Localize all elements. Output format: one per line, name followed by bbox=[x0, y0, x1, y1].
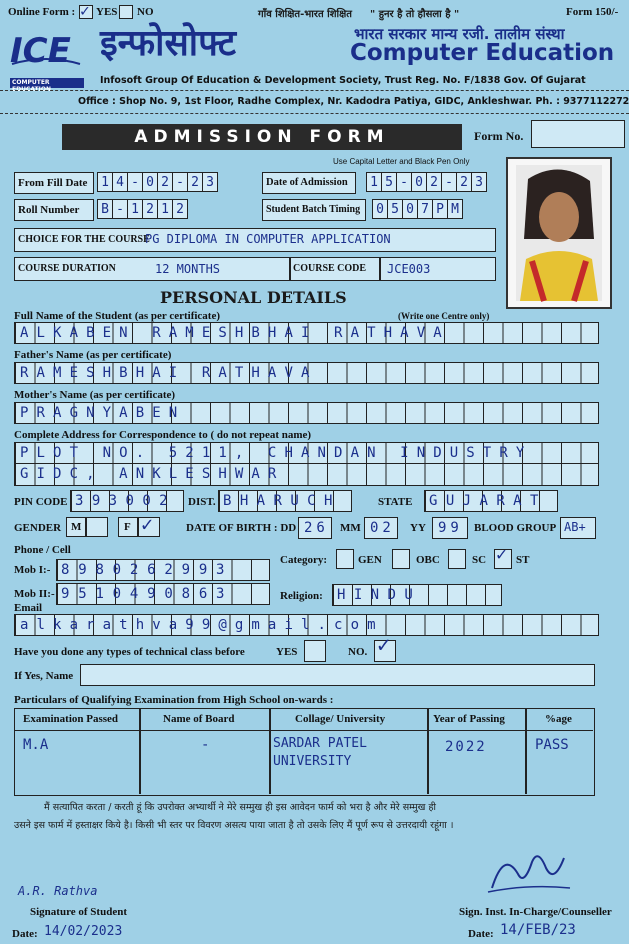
course-choice-label: CHOICE FOR THE COURSE bbox=[18, 234, 150, 245]
course-duration-row bbox=[14, 257, 496, 281]
cat-sc-label: SC bbox=[472, 554, 487, 566]
date-digit-cell: - bbox=[396, 172, 412, 192]
date-digit-cell: 2 bbox=[157, 172, 173, 192]
office-address: Office : Shop No. 9, 1st Floor, Radhe Complex, Nr. Kadodra Patiya, GIDC, Ankleshwar. Ph. : 9377112272 bbox=[78, 96, 629, 107]
form-no-field[interactable] bbox=[531, 120, 625, 148]
date-digit-cell: 2 bbox=[456, 172, 472, 192]
batch-timing-field[interactable] bbox=[372, 199, 462, 219]
mob2-label: Mob II:- bbox=[14, 588, 55, 600]
counsellor-signature-label: Sign. Inst. In-Charge/Counseller bbox=[459, 906, 612, 918]
cell-university[interactable]: SARDAR PATEL UNIVERSITY bbox=[273, 736, 367, 769]
full-name-field[interactable] bbox=[14, 322, 599, 344]
batch-cell: M bbox=[447, 199, 463, 219]
online-form-label: Online Form : bbox=[8, 6, 76, 18]
email-field[interactable] bbox=[14, 614, 599, 636]
online-no-checkbox[interactable] bbox=[119, 5, 133, 19]
check-mark-icon: ✓ bbox=[377, 633, 391, 658]
col-header-exam: Examination Passed bbox=[23, 713, 119, 725]
dob-label: DATE OF BIRTH : DD bbox=[186, 522, 297, 534]
pin-code-label: PIN CODE bbox=[14, 496, 68, 508]
batch-cell: 7 bbox=[417, 199, 433, 219]
roll-cell: 2 bbox=[142, 199, 158, 219]
gender-m-check[interactable] bbox=[86, 517, 108, 537]
dist-label: DIST. bbox=[188, 496, 216, 508]
dist-value: BHARUCH bbox=[223, 493, 341, 509]
row-divider bbox=[15, 463, 598, 464]
full-name-label: Full Name of the Student (as per certificate) bbox=[14, 310, 220, 322]
slogan-text-2: " हुनर है तो हौसला है " bbox=[370, 9, 460, 20]
category-label: Category: bbox=[280, 554, 328, 566]
if-yes-label: If Yes, Name bbox=[14, 670, 74, 682]
student-photo bbox=[506, 157, 612, 309]
date-digit-cell: - bbox=[127, 172, 143, 192]
cell-divider bbox=[289, 258, 291, 280]
dob-yy-field[interactable] bbox=[432, 517, 468, 539]
student-signature: A.R. Rathva bbox=[18, 884, 98, 898]
roll-cell: - bbox=[112, 199, 128, 219]
mob2-field[interactable] bbox=[56, 583, 270, 605]
cell-year[interactable]: 2022 bbox=[445, 739, 487, 755]
state-field[interactable] bbox=[424, 490, 558, 512]
col-header-university: Collage/ University bbox=[295, 713, 386, 725]
online-yes-checkbox[interactable] bbox=[79, 1, 93, 20]
cell-divider bbox=[379, 258, 381, 280]
from-fill-date-label: From Fill Date bbox=[14, 172, 94, 194]
student-date-value[interactable]: 14/02/2023 bbox=[44, 924, 123, 939]
cat-st-label: ST bbox=[516, 554, 530, 566]
state-label: STATE bbox=[378, 496, 413, 508]
date-digit-cell: 2 bbox=[187, 172, 203, 192]
date-of-admission-field[interactable] bbox=[366, 172, 486, 192]
duration-label: COURSE DURATION bbox=[18, 263, 116, 274]
date-digit-cell: 4 bbox=[112, 172, 128, 192]
col-header-percent: %age bbox=[545, 713, 572, 725]
date-digit-cell: 5 bbox=[381, 172, 397, 192]
email-label: Email bbox=[14, 602, 43, 614]
date-digit-cell: 0 bbox=[411, 172, 427, 192]
address-line-1: PLOT NO. 5211, CHANDAN INDUSTRY bbox=[20, 445, 533, 461]
col-divider bbox=[525, 709, 527, 794]
religion-value: HINDU bbox=[337, 587, 422, 603]
gender-label: GENDER bbox=[14, 522, 62, 534]
date-digit-cell: 1 bbox=[97, 172, 113, 192]
batch-cell: 0 bbox=[372, 199, 388, 219]
pin-code-field[interactable] bbox=[70, 490, 184, 512]
personal-details-heading: PERSONAL DETAILS bbox=[160, 288, 347, 307]
gender-f-check[interactable] bbox=[138, 512, 160, 537]
dist-field[interactable] bbox=[218, 490, 352, 512]
roll-number-label: Roll Number bbox=[14, 199, 94, 221]
duration-value[interactable]: 12 MONTHS bbox=[155, 262, 221, 276]
gender-m-box[interactable] bbox=[66, 517, 86, 537]
date-digit-cell: 2 bbox=[426, 172, 442, 192]
mob1-field[interactable] bbox=[56, 559, 270, 581]
date-digit-cell: 1 bbox=[366, 172, 382, 192]
date-digit-cell: - bbox=[441, 172, 457, 192]
course-code-label: COURSE CODE bbox=[293, 263, 367, 274]
header-divider bbox=[0, 90, 629, 91]
batch-cell: P bbox=[432, 199, 448, 219]
form-title-banner: ADMISSION FORM bbox=[62, 124, 462, 150]
gender-m-label: M bbox=[71, 521, 82, 533]
col-divider bbox=[269, 709, 271, 794]
student-signature-label: Signature of Student bbox=[30, 906, 127, 918]
cat-gen-label: GEN bbox=[358, 554, 382, 566]
dob-dd-value: 26 bbox=[304, 520, 329, 536]
if-yes-field[interactable] bbox=[80, 664, 595, 686]
instruction-text: Use Capital Letter and Black Pen Only bbox=[333, 157, 470, 166]
date-digit-cell: 0 bbox=[142, 172, 158, 192]
father-name-field[interactable] bbox=[14, 362, 599, 384]
dob-yy-value: 99 bbox=[438, 520, 463, 536]
course-choice-value: PG DIPLOMA IN COMPUTER APPLICATION bbox=[145, 232, 391, 246]
dob-mm-field[interactable] bbox=[364, 517, 398, 539]
address-field[interactable] bbox=[14, 442, 599, 486]
dob-yy-label: YY bbox=[410, 522, 426, 534]
student-date-label: Date: bbox=[12, 928, 38, 940]
counsellor-date-label: Date: bbox=[468, 928, 494, 940]
mother-name-label: Mother's Name (as per certificate) bbox=[14, 389, 176, 401]
cell-percent[interactable]: PASS bbox=[535, 737, 569, 753]
declaration-line-2: उसने इस फार्म में हस्ताक्षर किये है। किसी भी स्तर पर विवरण असत्य पाया जाता है तो उसके लिए मैं पूर्ण रूप से उत्तरदायी रहूंगा । bbox=[14, 820, 454, 831]
batch-timing-label: Student Batch Timing bbox=[262, 199, 366, 221]
date-digit-cell: 3 bbox=[471, 172, 487, 192]
cat-st-box[interactable] bbox=[494, 544, 512, 569]
form-no-label: Form No. bbox=[474, 129, 524, 143]
mob1-value: 8980262993 bbox=[61, 562, 234, 578]
father-name-value: RAMESHBHAI RATHAVA bbox=[20, 365, 318, 381]
cat-gen-box[interactable] bbox=[336, 549, 354, 569]
gender-f-box[interactable] bbox=[118, 517, 138, 537]
roll-cell: 2 bbox=[172, 199, 188, 219]
form-fee: Form 150/- bbox=[566, 6, 619, 18]
tech-class-question: Have you done any types of technical class before bbox=[14, 646, 245, 658]
svg-text:ICE: ICE bbox=[10, 31, 71, 71]
ice-logo bbox=[6, 24, 86, 93]
tech-no-box[interactable] bbox=[374, 633, 396, 662]
cell-board[interactable]: - bbox=[201, 737, 210, 753]
blood-group-label: BLOOD GROUP bbox=[474, 522, 557, 534]
cat-sc-box[interactable] bbox=[448, 549, 466, 569]
mother-name-value: PRAGNYABEN bbox=[20, 405, 186, 421]
header-divider-2 bbox=[0, 113, 629, 114]
dob-mm-label: MM bbox=[340, 522, 361, 534]
course-code-value[interactable]: JCE003 bbox=[387, 262, 431, 276]
religion-label: Religion: bbox=[280, 590, 323, 602]
counsellor-date-value[interactable]: 14/FEB/23 bbox=[500, 922, 576, 938]
brand-hindi-name: इन्फोसोफ्ट bbox=[100, 23, 237, 64]
cell-exam[interactable]: M.A bbox=[23, 737, 49, 753]
col-divider bbox=[427, 709, 429, 794]
declaration-line-1: मैं सत्यापित करता / करती हूं कि उपरोक्त अभ्यार्थी ने मेरे सम्मुख ही इस आवेदन फार्म को भरा है और मेरे सम्मुख ही bbox=[44, 802, 436, 813]
col-header-year: Year of Passing bbox=[433, 713, 505, 725]
phone-label: Phone / Cell bbox=[14, 544, 71, 556]
state-value: GUJARAT bbox=[429, 493, 547, 509]
mother-name-field[interactable] bbox=[14, 402, 599, 424]
religion-field[interactable] bbox=[332, 584, 502, 606]
dob-dd-field[interactable] bbox=[298, 517, 332, 539]
check-mark-icon: ✓ bbox=[141, 512, 154, 536]
cat-obc-label: OBC bbox=[416, 554, 440, 566]
address-line-2: GIDC, ANKLESHWAR bbox=[20, 466, 285, 482]
col-divider bbox=[139, 709, 141, 794]
batch-cell: 5 bbox=[387, 199, 403, 219]
roll-cell: 1 bbox=[127, 199, 143, 219]
batch-cell: 0 bbox=[402, 199, 418, 219]
brand-english-name: Computer Education bbox=[350, 40, 615, 66]
date-of-admission-label: Date of Admission bbox=[262, 172, 356, 194]
tech-yes-box[interactable] bbox=[304, 640, 326, 662]
roll-number-field[interactable] bbox=[97, 199, 187, 219]
col-header-board: Name of Board bbox=[163, 713, 235, 725]
online-yes-label: YES bbox=[96, 6, 118, 18]
check-mark-icon: ✓ bbox=[496, 544, 507, 565]
counsellor-signature bbox=[484, 844, 574, 900]
full-name-value: ALKABEN RAMESHBHAI RATHAVA bbox=[20, 325, 450, 341]
centre-note: (Write one Centre only) bbox=[398, 311, 490, 321]
blood-group-field[interactable] bbox=[560, 517, 596, 539]
mob2-value: 9510490863 bbox=[61, 586, 234, 602]
online-no-label: NO bbox=[137, 6, 154, 18]
father-name-label: Father's Name (as per certificate) bbox=[14, 349, 172, 361]
email-value: alkarathva99@gmail.com bbox=[20, 617, 384, 633]
brand-hindi-tag: भारत सरकार मान्य रजी. तालीम संस्था bbox=[354, 25, 565, 43]
pin-code-value: 393002 bbox=[75, 493, 176, 509]
slogan-text: गाँव शिक्षित-भारत शिक्षित bbox=[258, 9, 353, 20]
gender-f-label: F bbox=[124, 521, 131, 533]
logo-sub: COMPUTER EDUCATION bbox=[12, 79, 51, 93]
mob1-label: Mob I:- bbox=[14, 564, 51, 576]
from-fill-date-field[interactable] bbox=[97, 172, 217, 192]
date-digit-cell: - bbox=[172, 172, 188, 192]
blood-group-value: AB+ bbox=[564, 520, 586, 534]
roll-cell: 1 bbox=[157, 199, 173, 219]
check-mark-icon: ✓ bbox=[80, 1, 90, 20]
address-label: Complete Address for Correspondence to ( do not repeat name) bbox=[14, 429, 312, 441]
tech-no-label: NO. bbox=[348, 646, 368, 658]
qualification-table bbox=[14, 708, 595, 796]
course-choice-field[interactable] bbox=[14, 228, 496, 252]
tech-yes-label: YES bbox=[276, 646, 298, 658]
cat-obc-box[interactable] bbox=[392, 549, 410, 569]
date-digit-cell: 3 bbox=[202, 172, 218, 192]
roll-cell: B bbox=[97, 199, 113, 219]
society-text: Infosoft Group Of Education & Development Society, Trust Reg. No. F/1838 Gov. Of Gujarat bbox=[100, 75, 586, 86]
dob-mm-value: 02 bbox=[370, 520, 395, 536]
qualification-heading: Particulars of Qualifying Examination from High School on-wards : bbox=[14, 694, 334, 706]
